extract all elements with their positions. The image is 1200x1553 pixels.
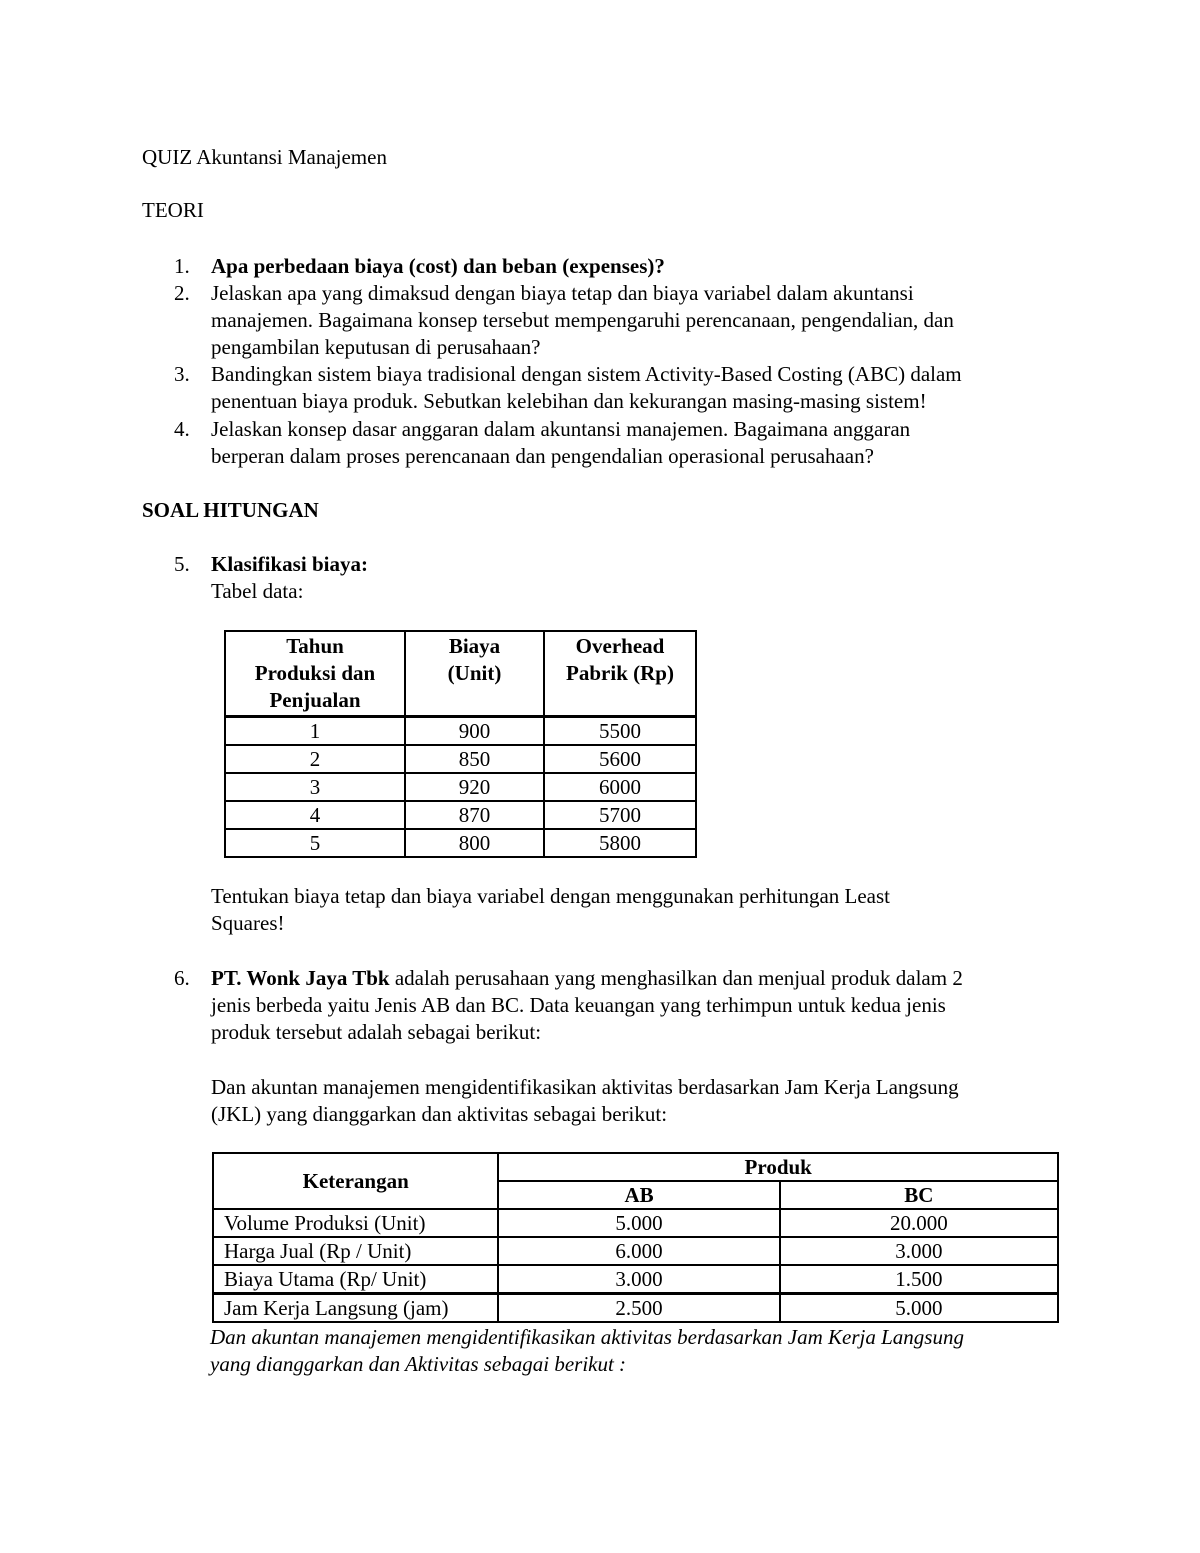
- table-cell: 1: [225, 717, 405, 746]
- q5-subtitle: Tabel data:: [211, 579, 304, 603]
- q5-block: [211, 551, 1071, 605]
- q6-intro: [211, 965, 1071, 1046]
- table-row: [213, 1265, 1058, 1294]
- teori-item-1: [211, 253, 1071, 280]
- table-header-row: [213, 1153, 1058, 1181]
- teori-item-3: [211, 361, 1071, 415]
- header-ab: AB: [498, 1181, 779, 1209]
- q6-italic-note: [210, 1324, 1070, 1378]
- teori-item-line: Bandingkan sistem biaya tradisional dengan sistem Activity-Based Costing (ABC) dalam: [211, 362, 962, 386]
- table-row: [225, 717, 696, 746]
- table-cell: Harga Jual (Rp / Unit): [213, 1237, 498, 1265]
- table-row: [225, 745, 696, 773]
- table-row: [213, 1294, 1058, 1323]
- table-cell: 5.000: [498, 1209, 779, 1237]
- header-keterangan: Keterangan: [213, 1153, 498, 1209]
- product-data-table: [212, 1152, 1059, 1323]
- document-title: QUIZ Akuntansi Manajemen: [142, 145, 387, 169]
- q6-company-name: PT. Wonk Jaya Tbk: [211, 966, 390, 990]
- teori-item-number: 3.: [174, 362, 190, 386]
- header-line: Penjualan: [269, 688, 361, 712]
- teori-item-line: berperan dalam proses perencanaan dan pengendalian operasional perusahaan?: [211, 444, 874, 468]
- teori-item-line: Apa perbedaan biaya (cost) dan beban (expenses)?: [211, 254, 665, 278]
- header-line: Biaya: [448, 634, 501, 658]
- table-cell: 900: [405, 717, 544, 746]
- q6-italic-line: yang dianggarkan dan Aktivitas sebagai berikut :: [210, 1352, 627, 1376]
- header-produk: Produk: [498, 1153, 1058, 1181]
- q6-intro-rest: adalah perusahaan yang menghasilkan dan menjual produk dalam 2: [389, 966, 963, 990]
- header-overhead: [544, 631, 696, 717]
- table-cell: 800: [405, 829, 544, 857]
- q6-para2-line: (JKL) yang dianggarkan dan aktivitas sebagai berikut:: [211, 1102, 668, 1126]
- q6-intro-line: jenis berbeda yaitu Jenis AB dan BC. Data keuangan yang terhimpun untuk kedua jenis: [211, 993, 946, 1017]
- table-cell: 6.000: [498, 1237, 779, 1265]
- table-cell: Jam Kerja Langsung (jam): [213, 1294, 498, 1323]
- q6-intro-line: produk tersebut adalah sebagai berikut:: [211, 1020, 542, 1044]
- header-tahun: [225, 631, 405, 717]
- q6-italic-line: Dan akuntan manajemen mengidentifikasikan aktivitas berdasarkan Jam Kerja Langsung: [210, 1325, 964, 1349]
- hitungan-heading: SOAL HITUNGAN: [142, 498, 319, 522]
- teori-heading: TEORI: [142, 198, 204, 222]
- header-biaya: [405, 631, 544, 717]
- header-line: Overhead: [575, 634, 665, 658]
- table-row: [225, 773, 696, 801]
- q5-instruction-line: Squares!: [211, 911, 285, 935]
- table-cell: 5700: [544, 801, 696, 829]
- table-cell: Biaya Utama (Rp/ Unit): [213, 1265, 498, 1294]
- table-cell: 2.500: [498, 1294, 779, 1323]
- q5-title: Klasifikasi biaya:: [211, 552, 368, 576]
- table-cell: 5600: [544, 745, 696, 773]
- teori-item-number: 2.: [174, 281, 190, 305]
- table-row: [213, 1237, 1058, 1265]
- q5-instruction-line: Tentukan biaya tetap dan biaya variabel dengan menggunakan perhitungan Least: [211, 884, 891, 908]
- q6-para2-line: Dan akuntan manajemen mengidentifikasikan aktivitas berdasarkan Jam Kerja Langsung: [211, 1075, 959, 1099]
- teori-item-line: penentuan biaya produk. Sebutkan kelebihan dan kekurangan masing-masing sistem!: [211, 389, 927, 413]
- header-line: Produksi dan: [254, 661, 376, 685]
- teori-item-line: manajemen. Bagaimana konsep tersebut mempengaruhi perencanaan, pengendalian, dan: [211, 308, 954, 332]
- teori-item-number: 1.: [174, 254, 190, 278]
- q6-paragraph-2: [211, 1074, 1071, 1128]
- table-cell: 5800: [544, 829, 696, 857]
- table-cell: 5500: [544, 717, 696, 746]
- teori-item-line: pengambilan keputusan di perusahaan?: [211, 335, 541, 359]
- q5-number: 5.: [174, 552, 190, 576]
- table-cell: 4: [225, 801, 405, 829]
- table-cell: 920: [405, 773, 544, 801]
- teori-item-4: [211, 416, 1071, 470]
- cost-data-table: [224, 630, 697, 858]
- table-row: [225, 801, 696, 829]
- teori-item-2: [211, 280, 1071, 361]
- table-cell: 20.000: [780, 1209, 1058, 1237]
- table-row: [213, 1209, 1058, 1237]
- table-cell: 2: [225, 745, 405, 773]
- q6-intro-first-line: [211, 965, 1071, 992]
- table-cell: 3.000: [498, 1265, 779, 1294]
- table-cell: 6000: [544, 773, 696, 801]
- teori-item-number: 4.: [174, 417, 190, 441]
- table-header-row: [225, 631, 696, 717]
- table-cell: 3.000: [780, 1237, 1058, 1265]
- header-bc: BC: [780, 1181, 1058, 1209]
- table-cell: 870: [405, 801, 544, 829]
- header-line: Pabrik (Rp): [566, 661, 674, 685]
- header-line: (Unit): [447, 661, 502, 685]
- table-cell: 3: [225, 773, 405, 801]
- teori-item-line: Jelaskan konsep dasar anggaran dalam akuntansi manajemen. Bagaimana anggaran: [211, 417, 911, 441]
- table-cell: 1.500: [780, 1265, 1058, 1294]
- header-line: Tahun: [286, 634, 344, 658]
- table-cell: 5: [225, 829, 405, 857]
- teori-item-line: Jelaskan apa yang dimaksud dengan biaya tetap dan biaya variabel dalam akuntansi: [211, 281, 914, 305]
- table-cell: Volume Produksi (Unit): [213, 1209, 498, 1237]
- q6-number: 6.: [174, 966, 190, 990]
- table-cell: 5.000: [780, 1294, 1058, 1323]
- table-cell: 850: [405, 745, 544, 773]
- table-row: [225, 829, 696, 857]
- q5-instruction: [211, 883, 1071, 937]
